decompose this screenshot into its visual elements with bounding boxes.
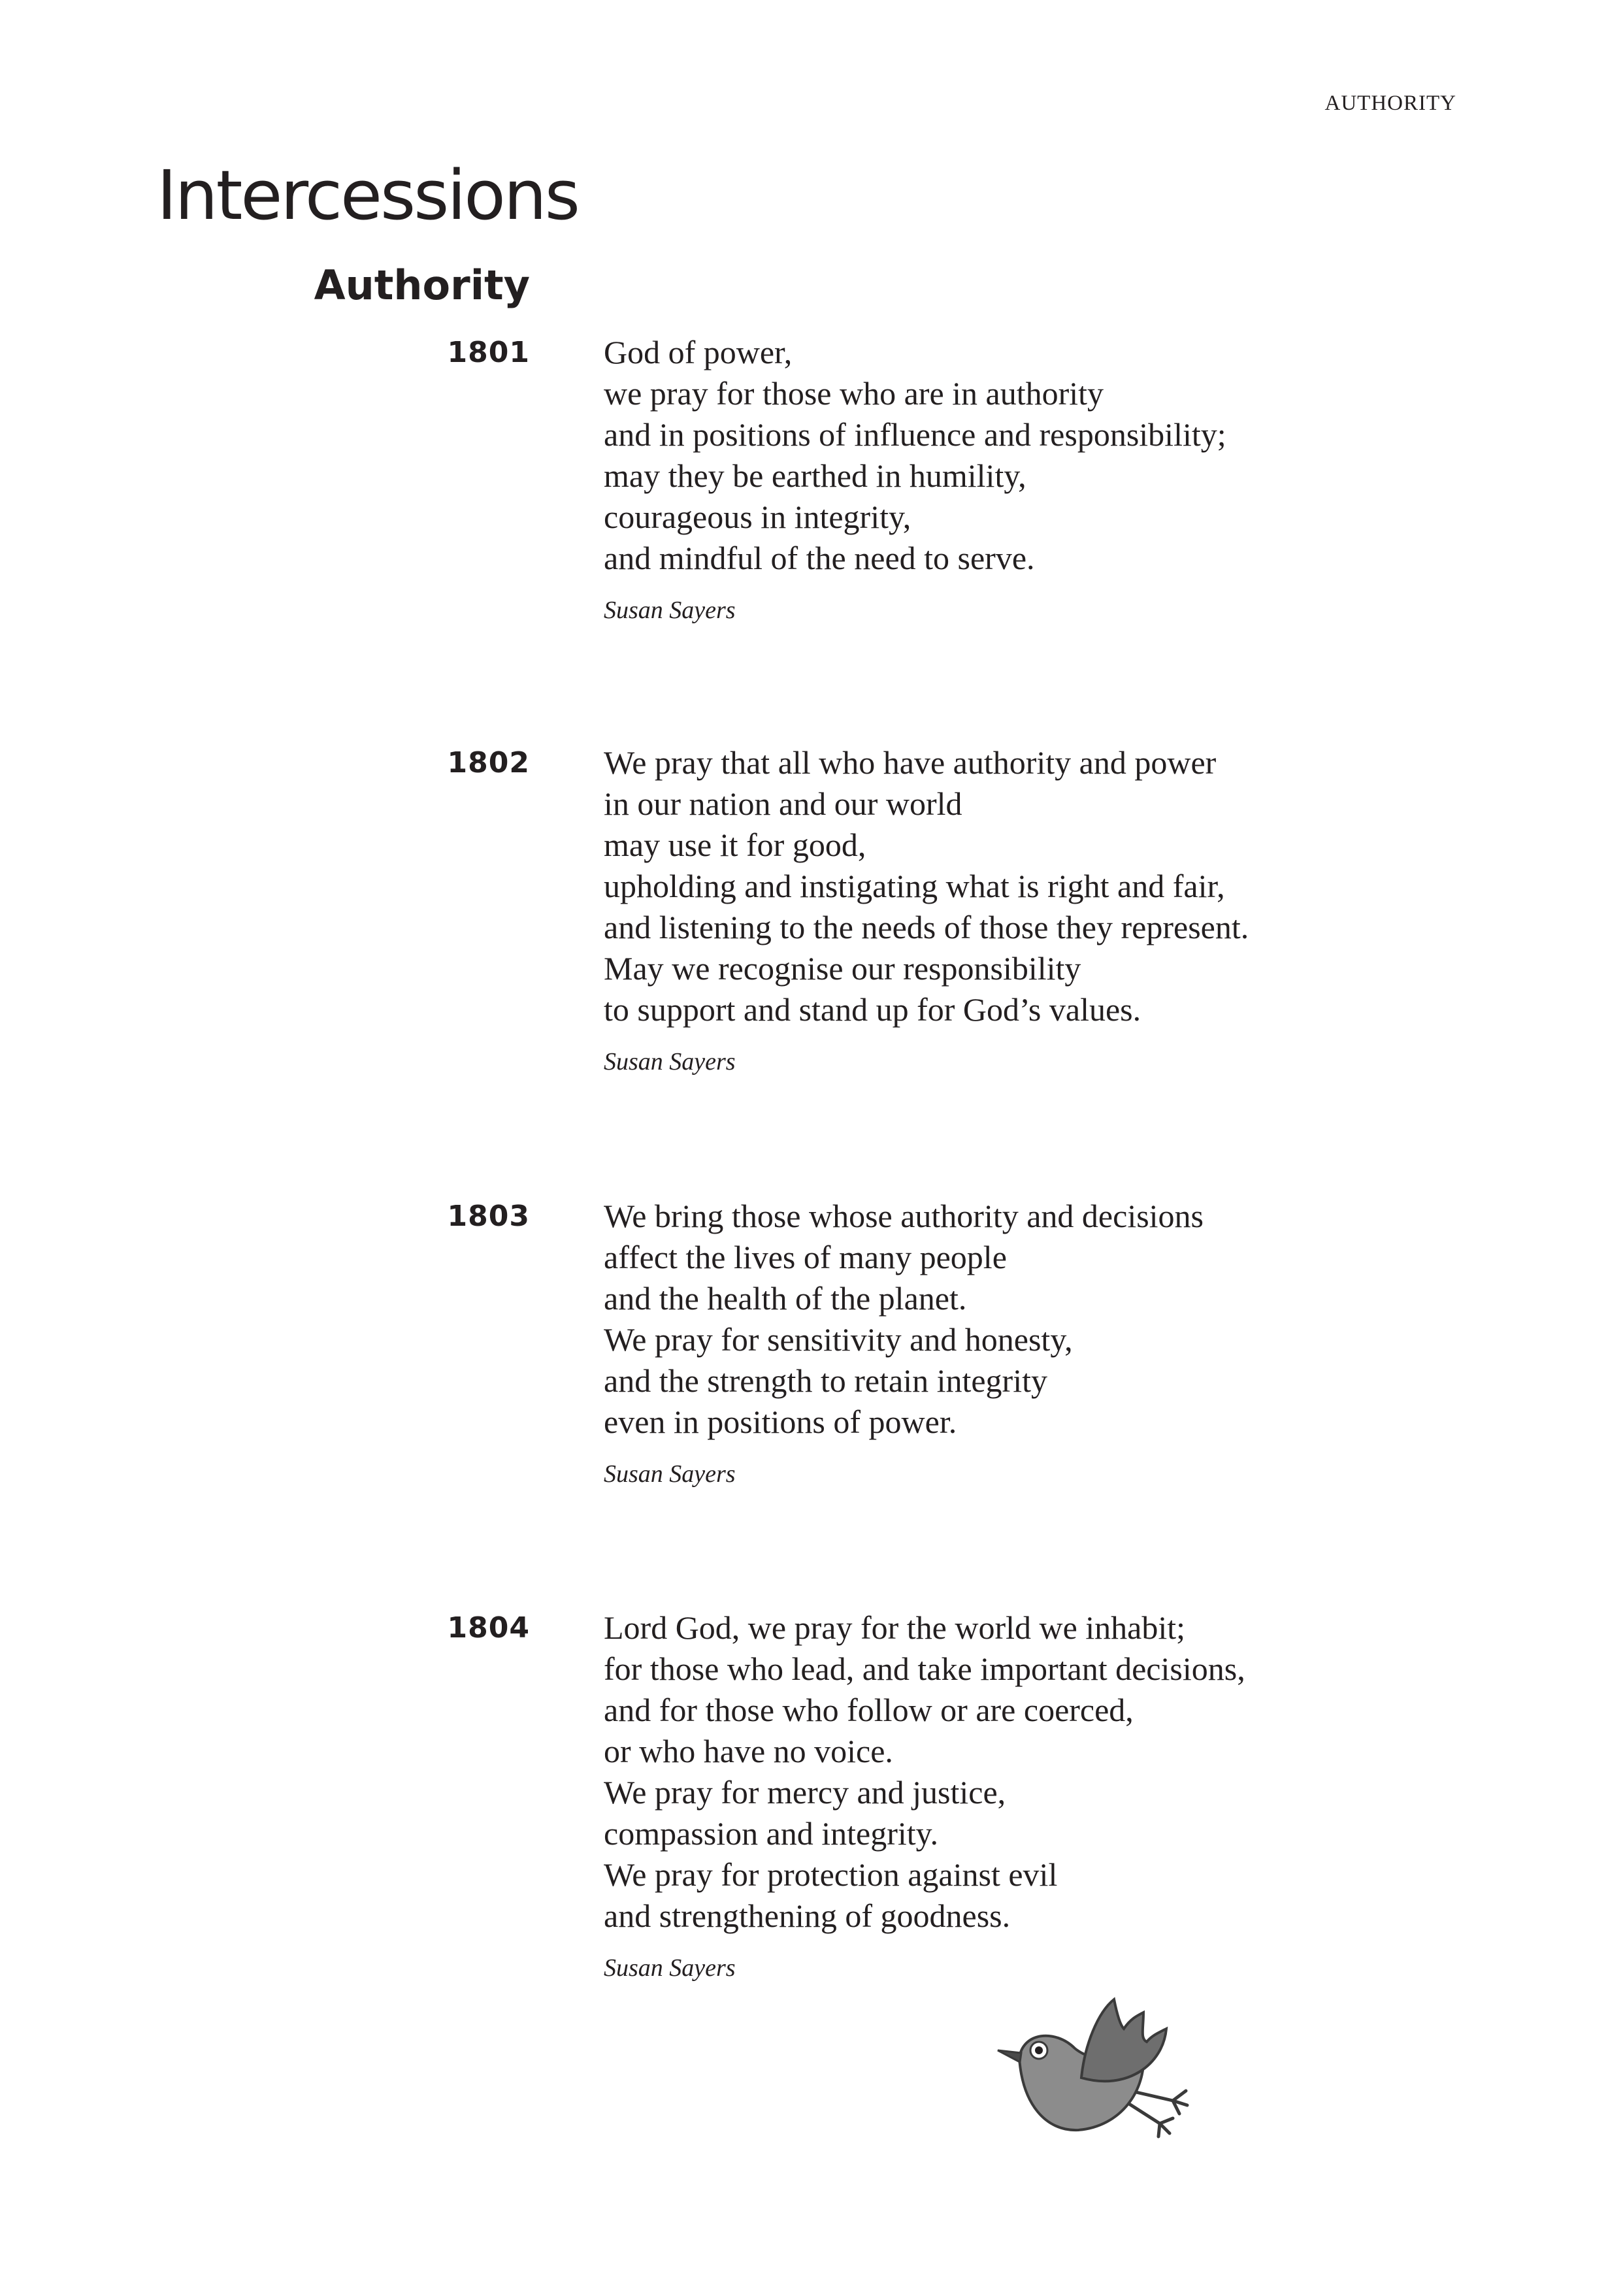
prayer-line: We bring those whose authority and decisions — [604, 1198, 1204, 1234]
prayer-line: and the health of the planet. — [604, 1280, 967, 1317]
prayer-line: may they be earthed in humility, — [604, 457, 1026, 494]
prayer-line: to support and stand up for God’s values. — [604, 991, 1141, 1028]
attribution: Susan Sayers — [604, 1954, 736, 1982]
prayer-line: and strengthening of goodness. — [604, 1897, 1011, 1934]
prayer-line: upholding and instigating what is right and fair, — [604, 868, 1225, 904]
prayer-line: God of power, — [604, 334, 793, 370]
prayer-line: Lord God, we pray for the world we inhabit; — [604, 1609, 1186, 1646]
prayer-line: or who have no voice. — [604, 1733, 893, 1769]
prayer-line: even in positions of power. — [604, 1403, 957, 1440]
bird-icon — [983, 1993, 1192, 2150]
attribution: Susan Sayers — [604, 597, 736, 624]
prayer-line: We pray for mercy and justice, — [604, 1774, 1006, 1811]
prayer-line: and listening to the needs of those they represent. — [604, 909, 1249, 945]
attribution: Susan Sayers — [604, 1048, 736, 1075]
prayer-line: courageous in integrity, — [604, 499, 911, 535]
prayer-line: We pray for sensitivity and honesty, — [604, 1321, 1073, 1358]
prayer-text — [604, 1196, 1204, 1490]
prayer-text — [604, 1607, 1245, 1984]
prayer-number: 1804 — [447, 1611, 530, 1645]
prayer-number: 1803 — [447, 1200, 530, 1233]
prayer-text — [604, 332, 1226, 626]
prayer-line: We pray for protection against evil — [604, 1856, 1058, 1893]
prayer-line: in our nation and our world — [604, 785, 962, 822]
attribution: Susan Sayers — [604, 1460, 736, 1488]
prayer-text — [604, 742, 1249, 1077]
prayer-line: We pray that all who have authority and power — [604, 744, 1217, 781]
prayer-number: 1801 — [447, 336, 530, 369]
prayer-line: and mindful of the need to serve. — [604, 540, 1035, 576]
prayer-line: and for those who follow or are coerced, — [604, 1692, 1134, 1728]
prayer-line: for those who lead, and take important decisions, — [604, 1650, 1245, 1687]
prayer-line: affect the lives of many people — [604, 1239, 1007, 1275]
running-head: AUTHORITY — [1324, 91, 1456, 115]
prayer-line: may use it for good, — [604, 827, 866, 863]
chapter-title: Intercessions — [157, 156, 578, 235]
section-title: Authority — [314, 261, 530, 309]
prayer-line: May we recognise our responsibility — [604, 950, 1081, 987]
prayer-line: we pray for those who are in authority — [604, 375, 1104, 412]
prayer-number: 1802 — [447, 746, 530, 779]
prayer-line: and the strength to retain integrity — [604, 1362, 1047, 1399]
prayer-line: compassion and integrity. — [604, 1815, 938, 1852]
prayer-line: and in positions of influence and responsibility; — [604, 416, 1226, 453]
